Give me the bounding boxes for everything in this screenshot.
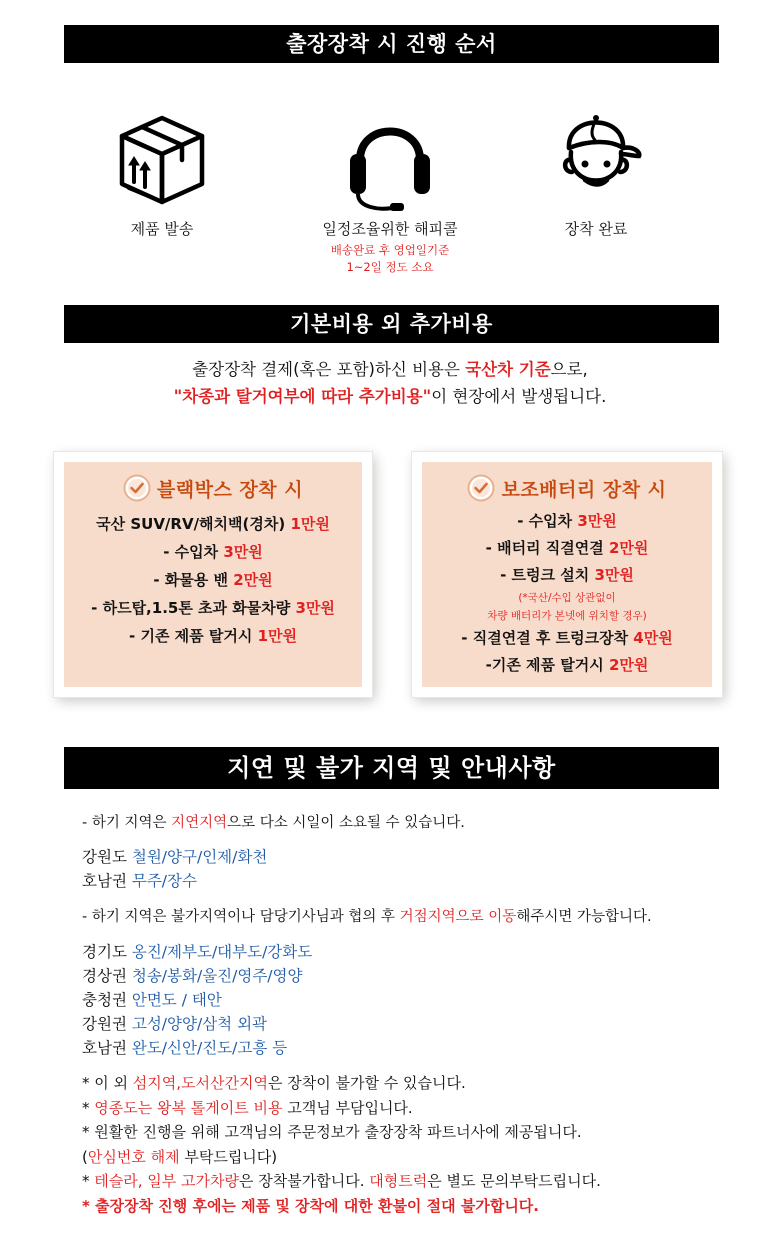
cost-price: 2만원 [608, 539, 649, 557]
delay-info [82, 812, 465, 834]
step-note: 1~2일 정도 소요 [346, 260, 434, 274]
cost-row [64, 594, 362, 622]
headset-icon [340, 102, 440, 212]
notice-line [82, 1145, 601, 1170]
notice-highlight: 안심번호 해제 [87, 1147, 180, 1166]
intro-text: 출장장착 결제(혹은 포함)하신 비용은 [192, 360, 466, 379]
cost-price: 3만원 [577, 512, 617, 530]
section-title-additional-cost: 기본비용 외 추가비용 [64, 305, 719, 343]
region-name: 호남권 [82, 872, 132, 890]
unavailable-note [82, 906, 652, 928]
box-icon [112, 108, 212, 208]
checkmark-badge-icon [467, 474, 495, 502]
cost-note: 차량 배터리가 본넷에 위치할 경우) [487, 610, 647, 622]
cost-row [64, 622, 362, 650]
step-install-complete [496, 100, 696, 239]
cost-price: 3만원 [594, 566, 634, 584]
notices [82, 1071, 601, 1218]
step-happy-call [290, 102, 490, 276]
cost-item: - 트렁크 설치 [500, 566, 595, 584]
region-row [82, 940, 312, 964]
cost-row [422, 562, 712, 589]
cost-item: - 직결연결 후 트렁크장착 [461, 629, 634, 647]
intro-highlight: 국산차 기준 [465, 360, 551, 379]
notice-text: * [82, 1098, 95, 1117]
notice-text: 은 장착이 불가할 수 있습니다. [267, 1074, 466, 1092]
region-row [82, 869, 267, 893]
cost-item: - 수입차 [517, 512, 578, 530]
cost-price: 4만원 [633, 629, 673, 647]
cost-item: 국산 SUV/RV/해치백(경차) [96, 515, 291, 533]
cost-price: 1만원 [290, 515, 330, 533]
notice-line [82, 1169, 601, 1194]
cost-row [422, 652, 712, 679]
note-text: 으로 다소 시일이 소요될 수 있습니다. [227, 815, 465, 831]
region-row [82, 1036, 312, 1060]
notice-highlight: 대형트럭 [369, 1172, 428, 1190]
cost-item: - 수입차 [163, 543, 224, 561]
cost-row [64, 566, 362, 594]
region-name: 강원도 [82, 848, 132, 866]
cost-intro [0, 356, 780, 410]
section-title-regions: 지연 및 불가 지역 및 안내사항 [64, 747, 719, 789]
note-text: - 하기 지역은 불가지역이나 담당기사님과 협의 후 [82, 909, 400, 925]
cost-item: -기존 제품 탈거시 [485, 656, 609, 674]
section-title-process: 출장장착 시 진행 순서 [64, 25, 719, 63]
cost-price: 3만원 [223, 543, 263, 561]
box-title: 보조배터리 장착 시 [501, 478, 667, 501]
notice-text: 은 장착불가합니다. [239, 1172, 370, 1190]
notice-text: * 이 외 [82, 1074, 133, 1092]
cost-price: 2만원 [608, 656, 649, 674]
region-areas: 완도/신안/진도/고흥 등 [131, 1039, 288, 1057]
region-areas: 옹진/제부도/대부도/강화도 [131, 943, 313, 961]
intro-text: 이 현장에서 발생됩니다. [431, 387, 607, 406]
cost-price: 3만원 [295, 599, 335, 617]
step-label: 일정조율위한 해피콜 [322, 220, 458, 238]
notice-line [82, 1096, 601, 1121]
cost-row [64, 510, 362, 538]
step-product-shipping [62, 108, 262, 239]
cost-note: (*국산/수입 상관없이 [518, 592, 616, 604]
step-label: 장착 완료 [564, 220, 628, 238]
region-name: 경상권 [82, 967, 132, 985]
notice-text: 부탁드립니다) [179, 1147, 278, 1166]
region-areas: 철원/양구/인제/화천 [131, 848, 268, 866]
region-areas: 고성/양양/삼척 외곽 [131, 1015, 268, 1033]
note-text: - 하기 지역은 [82, 815, 172, 831]
unavailable-regions [82, 940, 312, 1060]
step-label: 제품 발송 [130, 220, 194, 238]
region-areas: 청송/봉화/울진/영주/영양 [131, 967, 303, 985]
note-highlight: 지연지역 [171, 815, 228, 831]
notice-line-refund: * 출장장착 진행 후에는 제품 및 장착에 대한 환불이 절대 불가합니다. [82, 1196, 539, 1215]
region-row [82, 964, 312, 988]
region-areas: 안면도 / 태안 [131, 991, 222, 1009]
region-name: 호남권 [82, 1039, 132, 1057]
cost-item: - 배터리 직결연결 [485, 539, 609, 557]
region-row [82, 845, 267, 869]
battery-cost-box [412, 452, 722, 697]
cost-price: 2만원 [233, 571, 273, 589]
notice-highlight: 영종도는 왕복 톨게이트 비용 [94, 1098, 283, 1117]
box-title: 블랙박스 장착 시 [156, 478, 304, 501]
step-note: 배송완료 후 영업일기준 [330, 243, 450, 257]
checkmark-badge-icon [123, 474, 151, 502]
cost-row [422, 625, 712, 652]
region-name: 경기도 [82, 943, 132, 961]
region-name: 충청권 [82, 991, 132, 1009]
intro-highlight: "차종과 탈거여부에 따라 추가비용" [173, 387, 432, 406]
cost-price: 1만원 [257, 627, 297, 645]
cost-item: - 하드탑,1.5톤 초과 화물차량 [91, 599, 296, 617]
notice-text: 은 별도 문의부탁드립니다. [427, 1172, 601, 1190]
notice-highlight: 섬지역,도서산간지역 [132, 1074, 268, 1092]
installer-face-icon [541, 100, 651, 212]
notice-highlight: 테슬라, 일부 고가차량 [94, 1172, 239, 1190]
delay-note [82, 812, 465, 834]
notice-text: * [82, 1172, 95, 1190]
blackbox-cost-box [54, 452, 372, 697]
notice-text: ( [82, 1147, 88, 1166]
note-text: 해주시면 가능합니다. [516, 909, 652, 925]
notice-line [82, 1071, 601, 1096]
notice-line: * 원활한 진행을 위해 고객님의 주문정보가 출장장착 파트너사에 제공됩니다. [82, 1123, 582, 1141]
cost-row [422, 508, 712, 535]
cost-item: - 화물용 밴 [153, 571, 234, 589]
notice-text: 고객님 부담입니다. [282, 1098, 413, 1117]
unavailable-info [82, 906, 652, 928]
cost-row [64, 538, 362, 566]
delay-regions [82, 845, 267, 893]
region-name: 강원권 [82, 1015, 132, 1033]
region-areas: 무주/장수 [131, 872, 197, 890]
region-row [82, 988, 312, 1012]
cost-item: - 기존 제품 탈거시 [129, 627, 258, 645]
note-highlight: 거점지역으로 이동 [399, 909, 517, 925]
cost-row [422, 535, 712, 562]
intro-text: 으로, [550, 360, 588, 379]
region-row [82, 1012, 312, 1036]
